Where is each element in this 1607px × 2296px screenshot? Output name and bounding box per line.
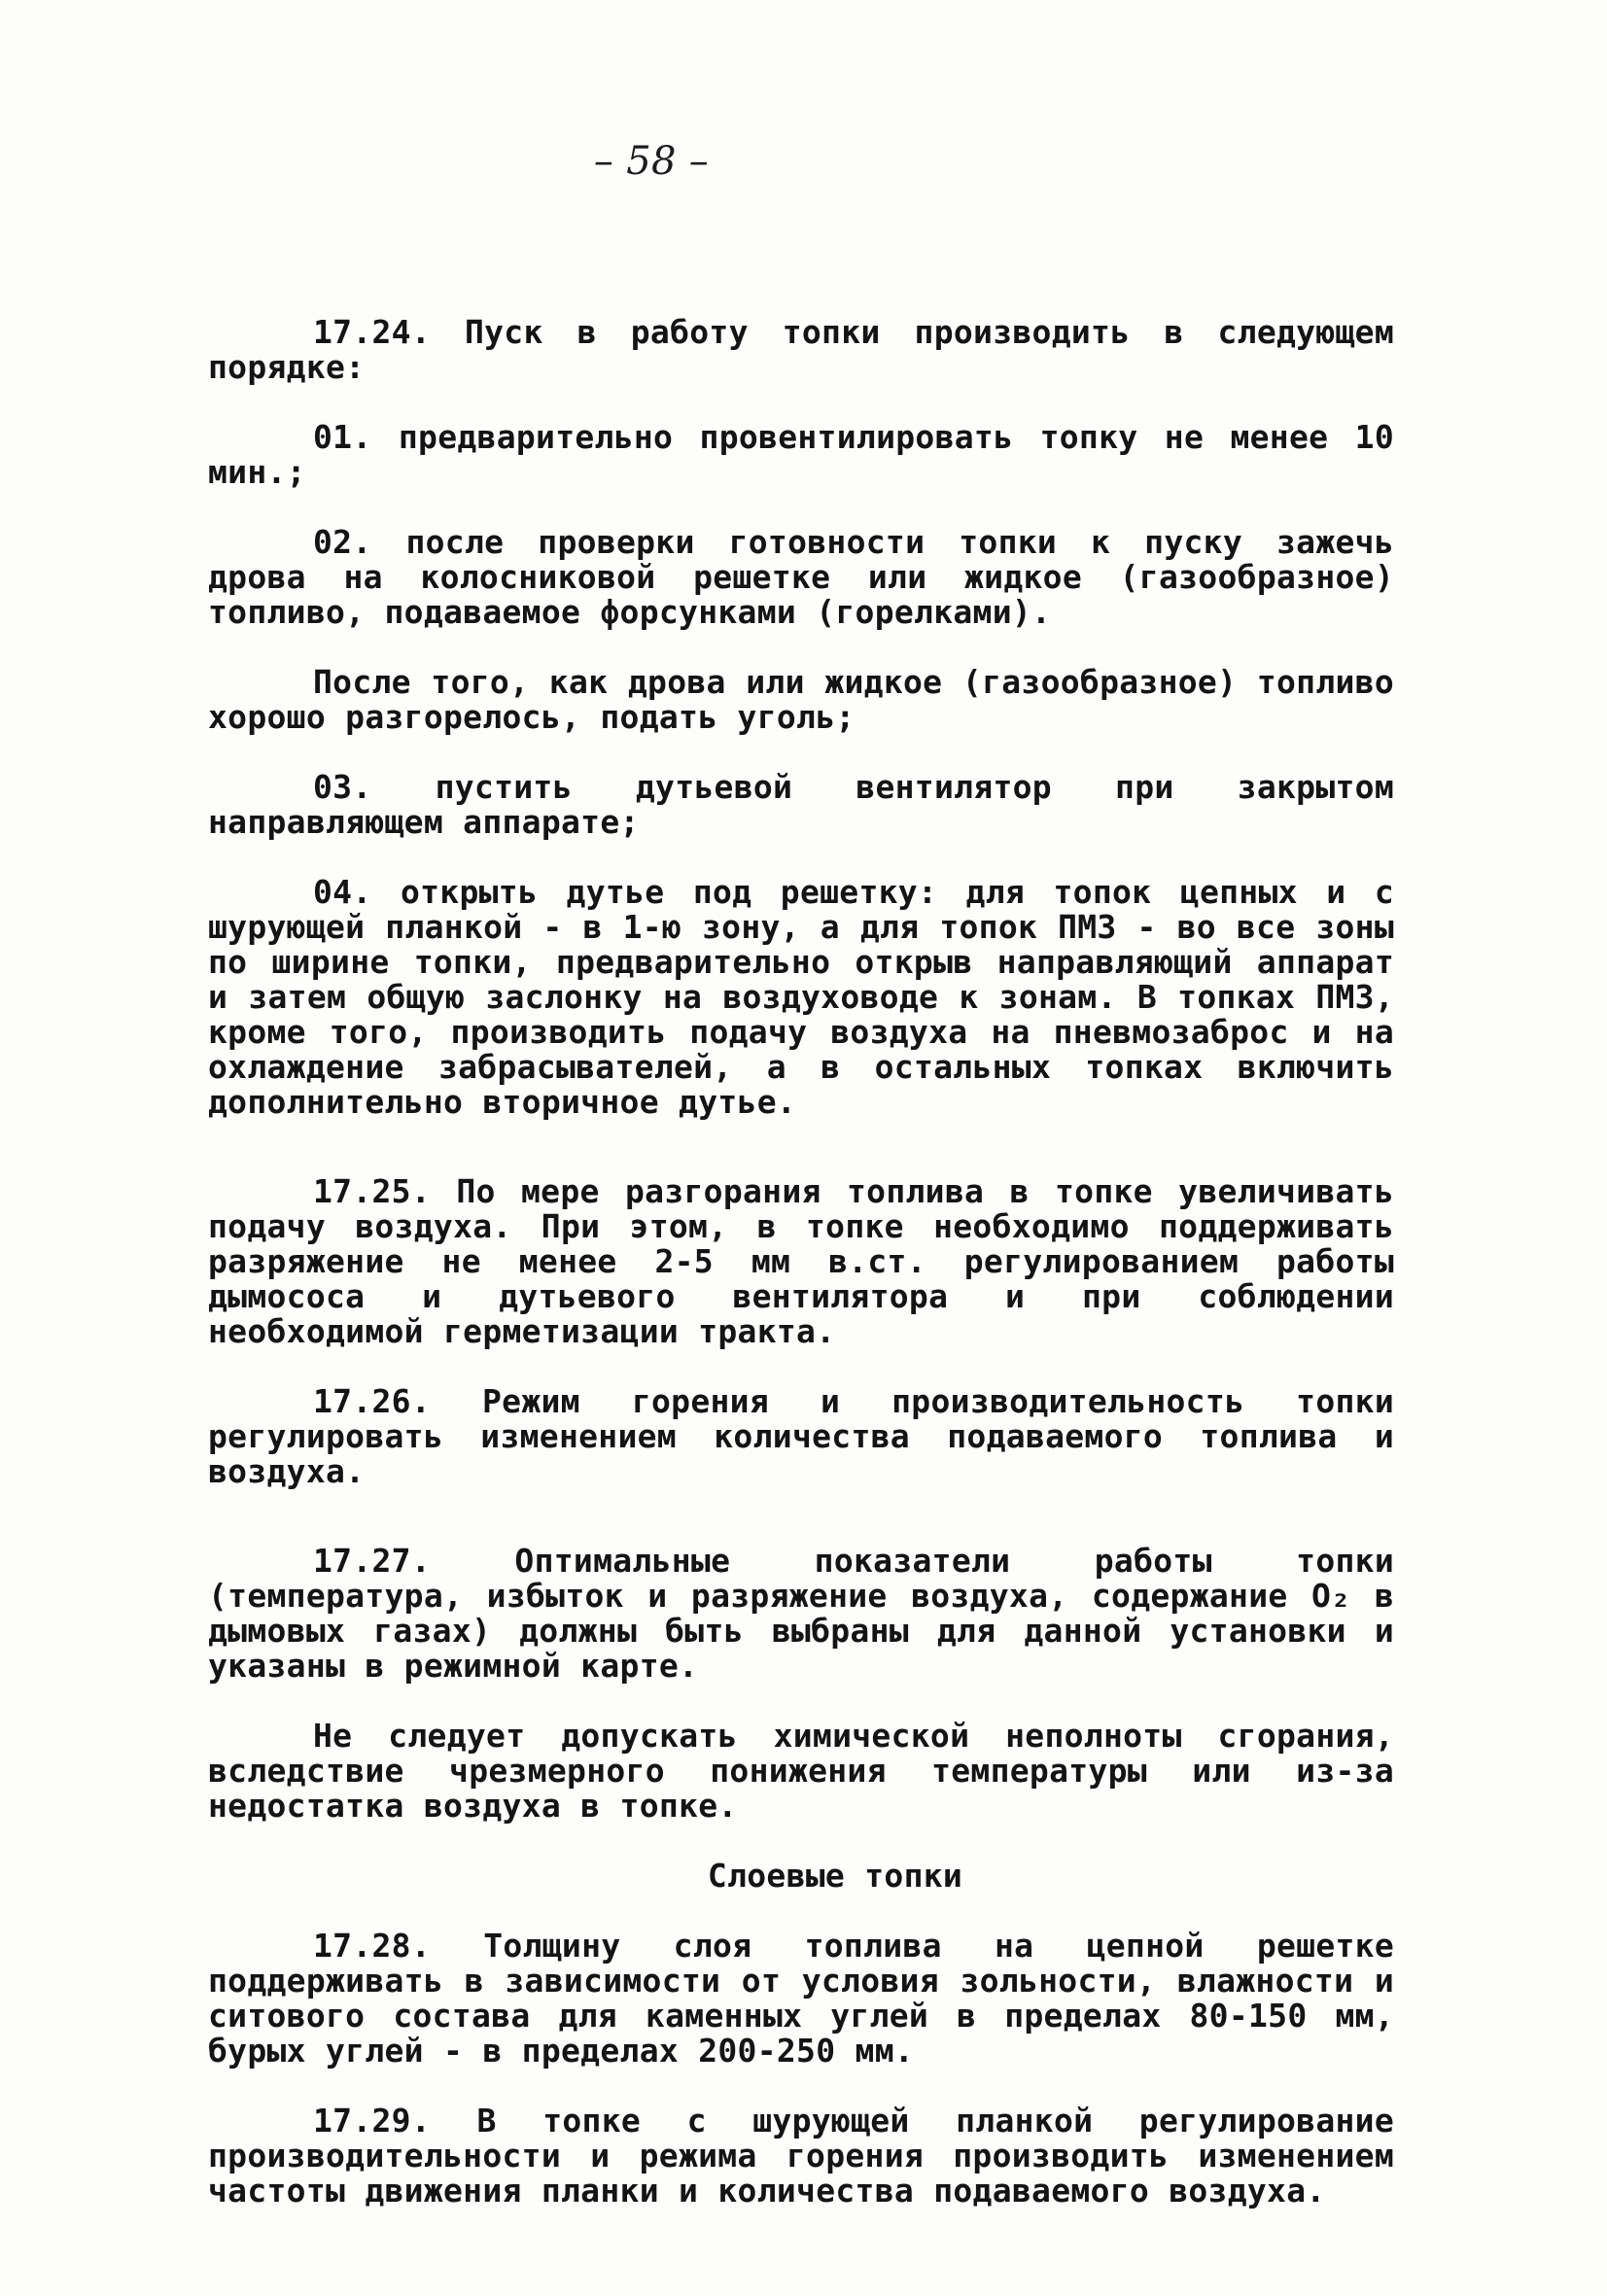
section-heading: Слоевые топки: [707, 1857, 963, 1895]
paragraph-note-coal: После того, как дрова или жидкое (газообразное) топливо хорошо разгорелось, подать уголь;: [208, 663, 1394, 736]
page-number: – 58 –: [593, 139, 710, 184]
paragraph-17-28: 17.28. Толщину слоя топлива на цепной решетке поддерживать в зависимости от условия зольности, влажности и ситового состава для каменных углей в пределах 80-150 мм, бурых углей - в пределах 200-250 мм.: [208, 1927, 1394, 2070]
list-item-01: 01. предварительно провентилировать топку не менее 10 мин.;: [208, 418, 1394, 491]
paragraph-17-25: 17.25. По мере разгорания топлива в топке увеличивать подачу воздуха. При этом, в топке необходимо поддерживать разряжение не менее 2-5 мм в.ст. регулированием работы дымососа и дутьевого вентилятора и при соблюдении необходимой герметизации тракта.: [208, 1172, 1394, 1350]
list-item-02: 02. после проверки готовности топки к пуску зажечь дрова на колосниковой решетке или жидкое (газообразное) топливо, подаваемое форсунками (горелками).: [208, 523, 1394, 631]
list-item-04: 04. открыть дутье под решетку: для топок цепных и с шурующей планкой - в 1-ю зону, а для топок ПМЗ - во все зоны по ширине топки, предварительно открыв направляющий аппарат и затем общую заслонку на воздуховоде к зонам. В топках ПМЗ, кроме того, производить подачу воздуха на пневмозаброс и на охлаждение забрасывателей, а в остальных топках включить дополнительно вторичное дутье.: [208, 873, 1394, 1121]
body-text: [208, 315, 1394, 2209]
paragraph-17-24: 17.24. Пуск в работу топки производить в следующем порядке:: [208, 313, 1394, 386]
paragraph-17-29: 17.29. В топке с шурующей планкой регулирование производительности и режима горения производить изменением частоты движения планки и количества подаваемого воздуха.: [208, 2102, 1394, 2209]
paragraph-incomplete-combustion: Не следует допускать химической неполноты сгорания, вследствие чрезмерного понижения температуры или из-за недостатка воздуха в топке.: [208, 1717, 1394, 1825]
list-item-03: 03. пустить дутьевой вентилятор при закрытом направляющем аппарате;: [208, 768, 1394, 841]
paragraph-17-27: 17.27. Оптимальные показатели работы топки (температура, избыток и разряжение воздуха, содержание O₂ в дымовых газах) должны быть выбраны для данной установки и указаны в режимной карте.: [208, 1542, 1394, 1685]
paragraph-17-26: 17.26. Режим горения и производительность топки регулировать изменением количества подаваемого топлива и воздуха.: [208, 1382, 1394, 1490]
